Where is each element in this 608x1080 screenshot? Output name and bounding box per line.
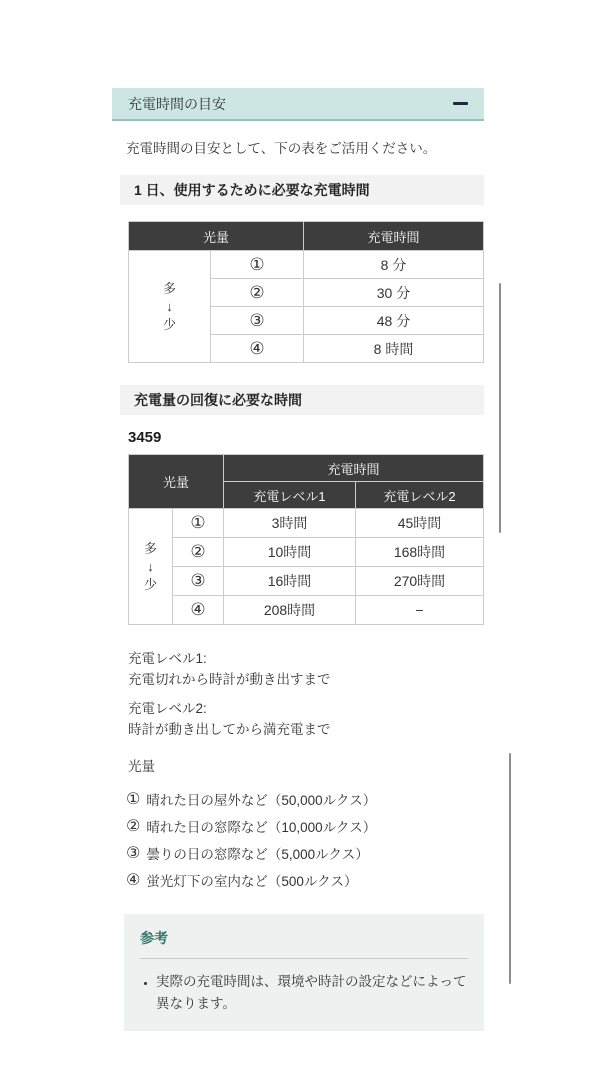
light-item-text: 曇りの日の窓際など（5,000ルクス） — [146, 847, 369, 863]
note-level2-label: 充電レベル2: — [128, 701, 207, 717]
light-level-mark: ① — [173, 509, 224, 538]
light-level-mark: ④ — [211, 335, 304, 363]
light-item-text: 蛍光灯下の室内など（500ルクス） — [146, 874, 358, 890]
table-row — [129, 509, 484, 538]
reference-title: 参考 — [140, 929, 168, 946]
light-scale — [129, 251, 211, 363]
reference-list — [140, 971, 468, 1016]
charge-level1-cell: 16時間 — [224, 567, 356, 596]
intro-text: 充電時間の目安として、下の表をご活用ください。 — [126, 141, 437, 156]
sub-header-level2: 充電レベル2 — [356, 482, 484, 509]
scale-top: 多 — [143, 541, 157, 557]
charge-level2-cell: 45時間 — [356, 509, 484, 538]
table-row — [129, 538, 484, 567]
scale-top: 多 — [162, 281, 176, 297]
table-header-light: 光量 — [129, 455, 224, 509]
note-level1-desc: 充電切れから時計が動き出すまで — [128, 672, 331, 688]
light-item-mark: ③ — [126, 845, 141, 863]
table-header-time: 充電時間 — [224, 455, 484, 482]
scale-bottom: 少 — [162, 316, 176, 332]
charge-level2-cell: − — [356, 596, 484, 625]
light-level-mark: ③ — [211, 307, 304, 335]
charge-level1-cell: 10時間 — [224, 538, 356, 567]
light-item — [126, 867, 484, 894]
table-header-light: 光量 — [129, 222, 304, 251]
light-level-mark: ① — [211, 251, 304, 279]
scrollbar-thumb-upper[interactable] — [499, 283, 501, 533]
sub-header-level1: 充電レベル1 — [224, 482, 356, 509]
light-item-text: 晴れた日の窓際など（10,000ルクス） — [146, 820, 377, 836]
note-level2-desc: 時計が動き出してから満充電まで — [128, 722, 331, 738]
note-level1 — [128, 649, 484, 691]
section-heading-recovery: 充電量の回復に必要な時間 — [120, 385, 484, 415]
note-level1-label: 充電レベル1: — [128, 651, 207, 667]
charge-level1-cell: 208時間 — [224, 596, 356, 625]
scrollbar-thumb-lower[interactable] — [509, 753, 511, 984]
light-item-mark: ① — [126, 791, 141, 809]
light-item-mark: ② — [126, 818, 141, 836]
notes-block — [128, 649, 484, 778]
section-heading-daily: 1 日、使用するために必要な充電時間 — [120, 175, 484, 205]
light-item-text: 晴れた日の屋外など（50,000ルクス） — [146, 793, 377, 809]
table-row — [129, 251, 484, 279]
light-item — [126, 813, 484, 840]
light-item — [126, 786, 484, 813]
down-arrow-icon: ↓ — [166, 298, 173, 314]
accordion-title: 充電時間の目安 — [128, 95, 226, 112]
light-level-mark: ② — [211, 279, 304, 307]
reference-divider — [140, 958, 468, 959]
light-item — [126, 840, 484, 867]
manual-section — [112, 88, 484, 1031]
charge-time-cell: 48 分 — [304, 307, 484, 335]
charge-time-cell: 8 分 — [304, 251, 484, 279]
charge-time-cell: 8 時間 — [304, 335, 484, 363]
table-header-time: 充電時間 — [304, 222, 484, 251]
table-row — [129, 596, 484, 625]
collapse-minus-icon[interactable] — [453, 102, 468, 105]
reference-item: • 実際の充電時間は、環境や時計の設定などによって異なります。 — [156, 971, 468, 1016]
table-row — [129, 567, 484, 596]
charge-level2-cell: 168時間 — [356, 538, 484, 567]
light-label: 光量 — [128, 758, 155, 774]
module-number: 3459 — [128, 429, 162, 447]
charge-level2-cell: 270時間 — [356, 567, 484, 596]
light-level-mark: ② — [173, 538, 224, 567]
charge-time-cell: 30 分 — [304, 279, 484, 307]
light-level-list — [126, 786, 484, 894]
note-level2 — [128, 699, 484, 741]
accordion-header[interactable] — [112, 88, 484, 121]
light-scale — [129, 509, 173, 625]
light-level-mark: ④ — [173, 596, 224, 625]
daily-charge-table — [128, 221, 484, 363]
reference-box — [124, 914, 484, 1032]
light-level-mark: ③ — [173, 567, 224, 596]
recovery-charge-table — [128, 454, 484, 625]
charge-level1-cell: 3時間 — [224, 509, 356, 538]
down-arrow-icon: ↓ — [147, 558, 154, 574]
scale-bottom: 少 — [143, 576, 157, 592]
light-item-mark: ④ — [126, 872, 141, 890]
